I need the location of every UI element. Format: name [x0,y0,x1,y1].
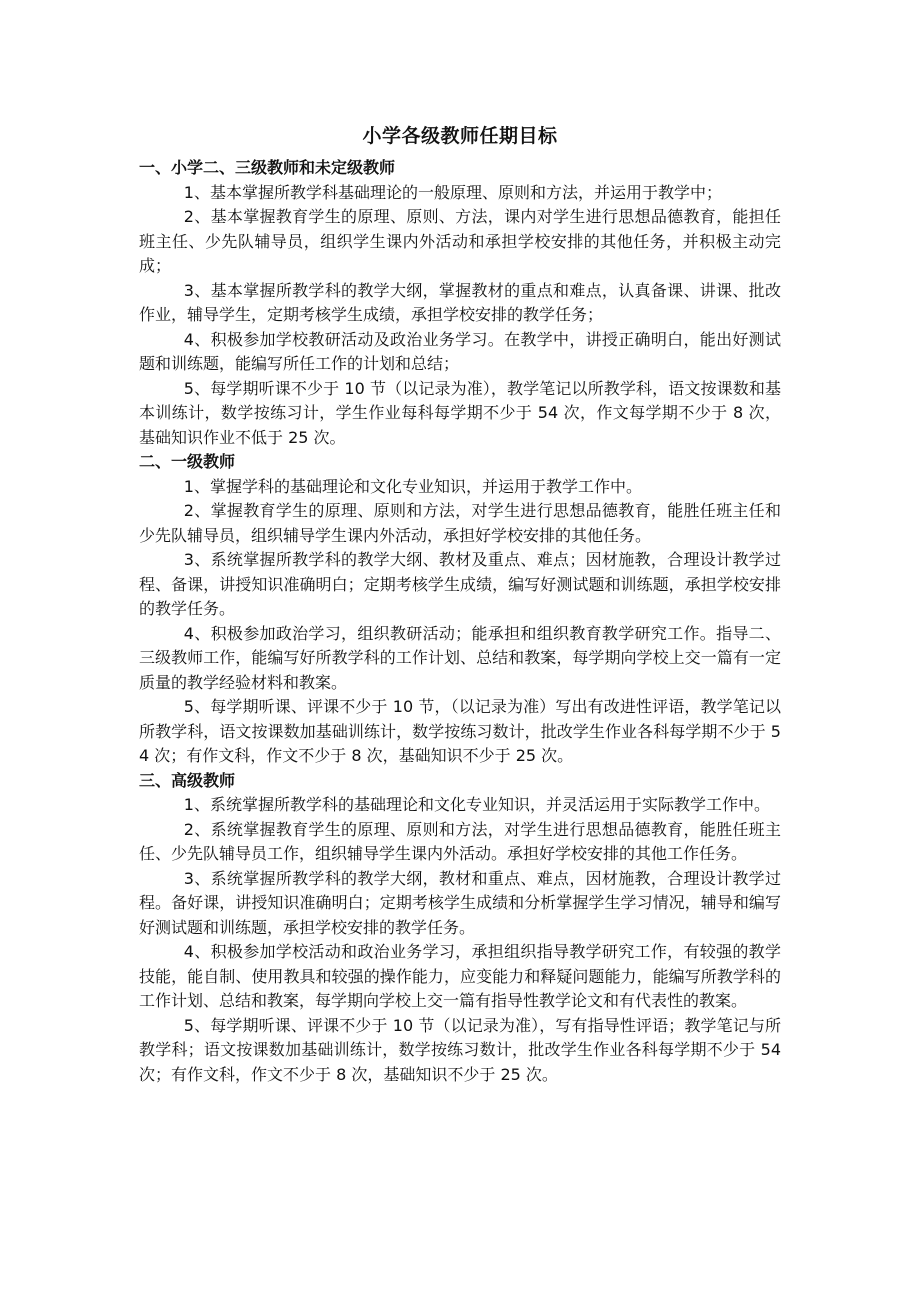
section-heading: 三、高级教师 [139,770,236,790]
list-item: 2、基本掌握教育学生的原理、原则、方法，课内对学生进行思想品德教育，能担任班主任、少先队辅导员，组织学生课内外活动和承担学校安排的其他任务，并积极主动完成； [139,207,781,275]
list-item: 3、基本掌握所教学科的教学大纲，掌握教材的重点和难点，认真备课、讲课、批改作业，辅导学生，定期考核学生成绩，承担学校安排的教学任务； [139,280,781,324]
list-item: 4、积极参加学校教研活动及政治业务学习。在教学中，讲授正确明白，能出好测试题和训练题，能编写所任工作的计划和总结； [139,329,781,373]
list-item: 1、系统掌握所教学科的基础理论和文化专业知识，并灵活运用于实际教学工作中。 [183,795,770,814]
list-item: 1、掌握学科的基础理论和文化专业知识，并运用于教学工作中。 [183,476,642,496]
list-item: 4、积极参加政治学习，组织教研活动；能承担和组织教育教学研究工作。指导二、三级教师工作，能编写好所教学科的工作计划、总结和教案，每学期向学校上交一篇有一定质量的教学经验材料和教案。 [139,623,781,692]
list-item: 5、每学期听课、评课不少于 10 节（以记录为准），写有指导性评语；教学笔记与所教学科；语文按课数加基础训练计，数学按练习数计，批改学生作业各科每学期不少于 54 次；有作文科，作文不少于 8 次，基础知识不少于 25 次。 [139,1015,781,1084]
section-junior-teachers [139,156,781,450]
list-item: 5、每学期听课不少于 10 节（以记录为准），教学笔记以所教学科，语文按课数和基本训练计，数学按练习计，学生作业每科每学期不少于 54 次，作文每学期不少于 8 次，基础知识作业不低于 25 次。 [139,378,781,447]
section-heading: 二、一级教师 [139,452,236,471]
list-item: 3、系统掌握所教学科的教学大纲，教材和重点、难点，因材施教，合理设计教学过程。备好课，讲授知识准确明白；定期考核学生成绩和分析掌握学生学习情况，辅导和编写好测试题和训练题，承担学校安排的教学任务。 [139,868,781,937]
section-first-level-teachers [139,450,781,769]
list-item: 2、掌握教育学生的原理、原则和方法，对学生进行思想品德教育，能胜任班主任和少先队辅导员，组织辅导学生课内外活动，承担好学校安排的其他任务。 [139,501,781,545]
list-item: 3、系统掌握所教学科的教学大纲、教材及重点、难点；因材施教，合理设计教学过程、备课，讲授知识准确明白；定期考核学生成绩，编写好测试题和训练题，承担学校安排的教学任务。 [139,550,781,618]
list-item: 2、系统掌握教育学生的原理、原则和方法，对学生进行思想品德教育，能胜任班主任、少先队辅导员工作，组织辅导学生课内外活动。承担好学校安排的其他工作任务。 [139,819,781,863]
document-page [139,122,781,1087]
page-title: 小学各级教师任期目标 [362,125,558,147]
list-item: 1、基本掌握所教学科基础理论的一般原理、原则和方法，并运用于教学中； [183,182,722,202]
section-senior-teachers [139,769,781,1088]
section-heading: 一、小学二、三级教师和未定级教师 [139,158,396,177]
list-item: 5、每学期听课、评课不少于 10 节，（以记录为准）写出有改进性评语，教学笔记以所教学科，语文按课数加基础训练计，数学按练习数计，批改学生作业各科每学期不少于 54 次；有作文科，作文不少于 8 次，基础知识不少于 25 次。 [139,697,781,765]
list-item: 4、积极参加学校活动和政治业务学习，承担组织指导教学研究工作，有较强的教学技能，能自制、使用教具和较强的操作能力，应变能力和释疑问题能力，能编写所教学科的工作计划、总结和教案，每学期向学校上交一篇有指导性教学论文和有代表性的教案。 [139,942,781,1010]
